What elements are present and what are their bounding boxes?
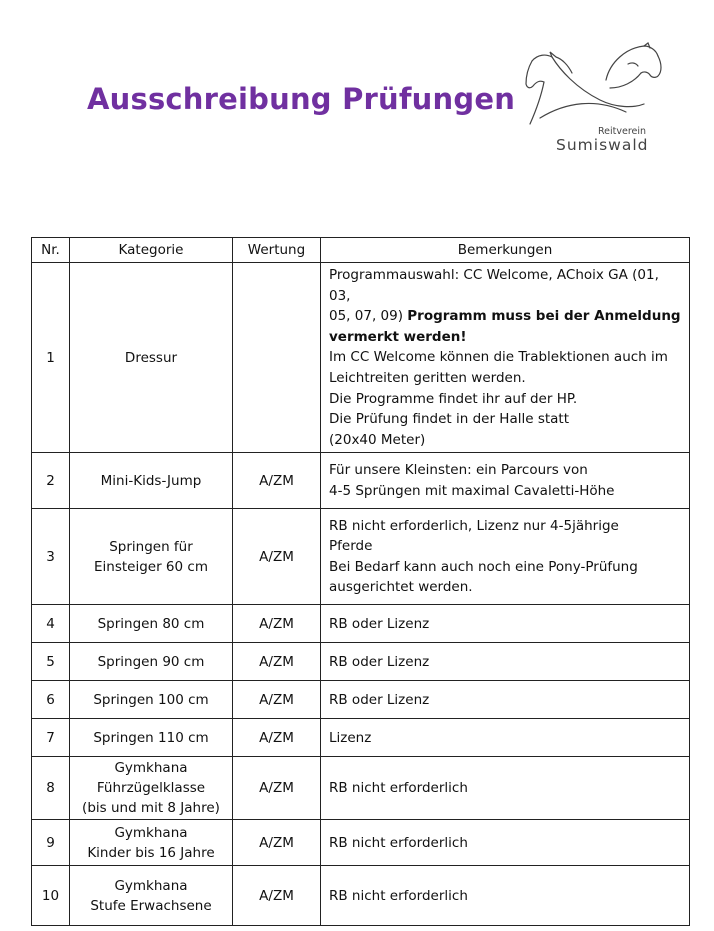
kategorie-line: Gymkhana (114, 760, 188, 777)
cell-bemerkungen (321, 820, 690, 866)
cell-bemerkungen (321, 605, 690, 643)
cell-wertung: A/ZM (233, 681, 321, 719)
cell-nr: 7 (32, 719, 70, 757)
horse-logo (516, 40, 664, 158)
kategorie-line: (bis und mit 8 Jahre) (82, 800, 220, 817)
table-row (32, 643, 690, 681)
cell-kategorie (70, 453, 233, 509)
kategorie-line: Springen 100 cm (93, 691, 209, 708)
remark-line: RB nicht erforderlich, Lizenz nur 4-5jährige (329, 517, 619, 534)
cell-kategorie (70, 263, 233, 453)
remark-line: Die Programme findet ihr auf der HP. (329, 390, 578, 407)
remark-line: ausgerichtet werden. (329, 579, 473, 596)
pruefungen-table (31, 237, 690, 926)
remark-line: RB oder Lizenz (329, 653, 430, 670)
cell-wertung: A/ZM (233, 453, 321, 509)
cell-bemerkungen (321, 509, 690, 605)
remark-line: Programmauswahl: CC Welcome, AChoix GA (01, 03, (329, 267, 659, 304)
logo-text-big: Sumiswald (556, 136, 649, 154)
cell-kategorie (70, 681, 233, 719)
cell-nr: 10 (32, 866, 70, 926)
cell-wertung: A/ZM (233, 719, 321, 757)
table-row (32, 509, 690, 605)
cell-nr: 1 (32, 263, 70, 453)
remark-emphasis: Programm muss bei der Anmeldung (407, 308, 681, 325)
kategorie-line: Springen 80 cm (97, 615, 205, 632)
cell-kategorie (70, 757, 233, 820)
cell-bemerkungen (321, 866, 690, 926)
remark-line: RB nicht erforderlich (329, 887, 468, 904)
remark-line: RB oder Lizenz (329, 691, 430, 708)
remark-line: RB nicht erforderlich (329, 780, 468, 797)
remark-line: Leichtreiten geritten werden. (329, 369, 526, 386)
remark-line: Lizenz (329, 729, 372, 746)
remark-emphasis: vermerkt werden! (329, 328, 467, 345)
cell-wertung: A/ZM (233, 509, 321, 605)
kategorie-line: Gymkhana (114, 824, 188, 841)
table-row (32, 681, 690, 719)
table-row (32, 605, 690, 643)
cell-bemerkungen (321, 263, 690, 453)
cell-bemerkungen (321, 757, 690, 820)
remark-line: 4-5 Sprüngen mit maximal Cavaletti-Höhe (329, 482, 615, 499)
cell-bemerkungen (321, 719, 690, 757)
remark-line: Pferde (329, 538, 373, 555)
remark-line: (20x40 Meter) (329, 431, 426, 448)
cell-kategorie (70, 643, 233, 681)
kategorie-line: Mini-Kids-Jump (100, 472, 202, 489)
cell-kategorie (70, 509, 233, 605)
kategorie-line: Stufe Erwachsene (90, 897, 212, 914)
logo-text-small: Reitverein (598, 126, 647, 137)
cell-nr: 2 (32, 453, 70, 509)
remark-line: Für unsere Kleinsten: ein Parcours von (329, 462, 588, 479)
cell-kategorie (70, 820, 233, 866)
remark-line: Im CC Welcome können die Trablektionen auch im (329, 349, 668, 366)
kategorie-line: Einsteiger 60 cm (94, 558, 208, 575)
header-kategorie: Kategorie (70, 238, 233, 263)
table-row (32, 820, 690, 866)
remark-line: Die Prüfung findet in der Halle statt (329, 411, 570, 428)
remark-line: 05, 07, 09) (329, 308, 408, 325)
cell-wertung (233, 263, 321, 453)
kategorie-line: Springen 90 cm (97, 653, 205, 670)
kategorie-line: Dressur (124, 349, 178, 366)
kategorie-line: Springen 110 cm (93, 729, 209, 746)
table-header-row (32, 238, 690, 263)
cell-wertung: A/ZM (233, 757, 321, 820)
kategorie-line: Gymkhana (114, 877, 188, 894)
cell-bemerkungen (321, 681, 690, 719)
kategorie-line: Führzügelklasse (96, 780, 206, 797)
kategorie-line: Springen für (109, 538, 193, 555)
page-title: Ausschreibung Prüfungen (87, 82, 516, 116)
header-nr: Nr. (32, 238, 70, 263)
table-row (32, 757, 690, 820)
cell-nr: 8 (32, 757, 70, 820)
table-row (32, 453, 690, 509)
header-wertung: Wertung (233, 238, 321, 263)
cell-nr: 5 (32, 643, 70, 681)
cell-nr: 6 (32, 681, 70, 719)
cell-bemerkungen (321, 453, 690, 509)
cell-wertung: A/ZM (233, 643, 321, 681)
cell-wertung: A/ZM (233, 820, 321, 866)
cell-nr: 3 (32, 509, 70, 605)
table-row (32, 719, 690, 757)
cell-nr: 4 (32, 605, 70, 643)
remark-line: RB nicht erforderlich (329, 834, 468, 851)
cell-bemerkungen (321, 643, 690, 681)
cell-wertung: A/ZM (233, 605, 321, 643)
table-row (32, 263, 690, 453)
header-bemerkungen: Bemerkungen (321, 238, 690, 263)
kategorie-line: Kinder bis 16 Jahre (87, 844, 215, 861)
cell-nr: 9 (32, 820, 70, 866)
remark-line: RB oder Lizenz (329, 615, 430, 632)
remark-line: Bei Bedarf kann auch noch eine Pony-Prüfung (329, 558, 638, 575)
cell-kategorie (70, 605, 233, 643)
cell-kategorie (70, 866, 233, 926)
table-row (32, 866, 690, 926)
cell-wertung: A/ZM (233, 866, 321, 926)
cell-kategorie (70, 719, 233, 757)
